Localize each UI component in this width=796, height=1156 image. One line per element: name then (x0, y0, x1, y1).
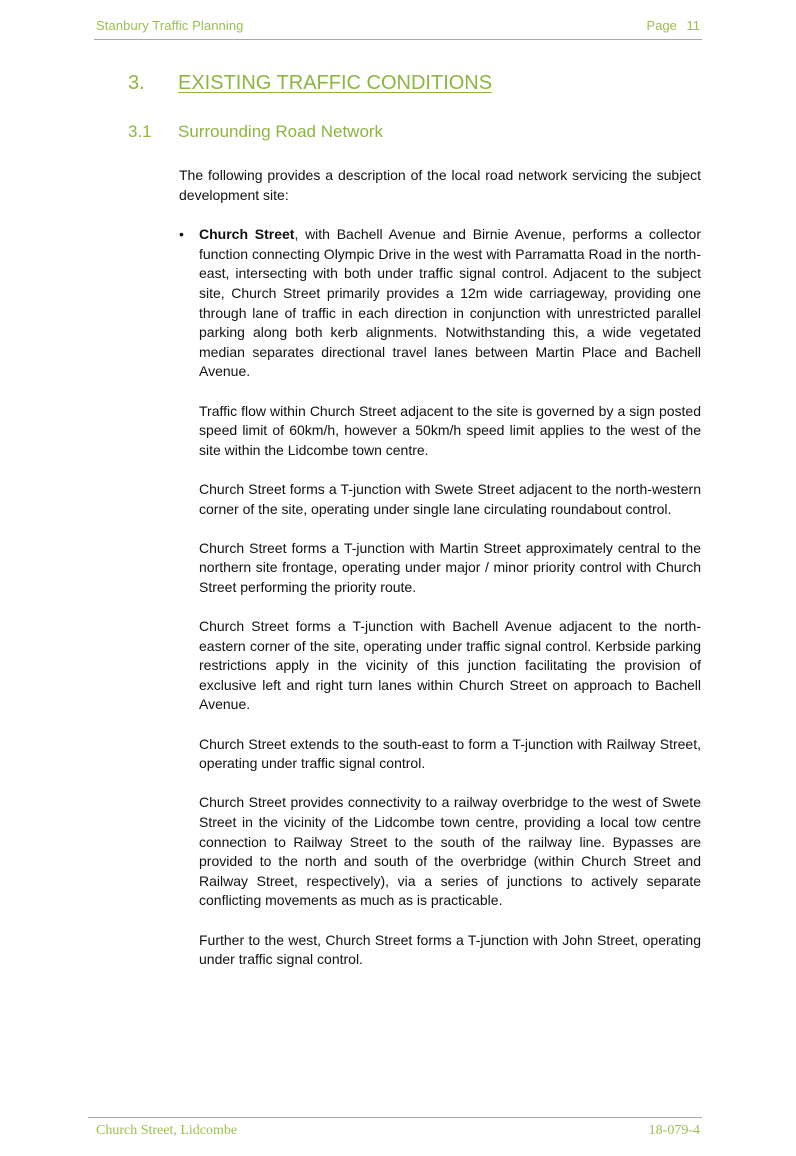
footer-project-name: Church Street, Lidcombe (96, 1123, 238, 1138)
page-footer (88, 1117, 702, 1142)
paragraph-overbridge: Church Street provides connectivity to a railway overbridge to the west of Swete Street in the vicinity of the Lidcombe town centre, providing a local tow centre connection to Railway Street to the south of the railway line. Bypasses are provided to the north and south of the overbridge (within Church Street and Railway Street, respectively), via a series of junctions to actively separate conflicting movements as much as is practicable. (199, 794, 701, 909)
header-page-number: Page 11 (646, 18, 700, 33)
list-item-church-street (179, 225, 701, 970)
paragraph-bachell-avenue: Church Street forms a T-junction with Bachell Avenue adjacent to the north-eastern corner of the site, operating under traffic signal control. Kerbside parking restrictions apply in the vicinity of this junction facilitating the provision of exclusive left and right turn lanes within Church Street on approach to Bachell Avenue. (199, 618, 701, 713)
section-title: EXISTING TRAFFIC CONDITIONS (178, 72, 493, 94)
paragraph-railway-street: Church Street extends to the south-east to form a T-junction with Railway Street, operating under traffic signal control. (199, 735, 701, 772)
subsection-heading (128, 122, 383, 142)
paragraph-swete-street: Church Street forms a T-junction with Swete Street adjacent to the north-western corner of the site, operating under single lane circulating roundabout control. (199, 480, 701, 517)
section-heading (128, 72, 492, 95)
paragraph-speed-limit: Traffic flow within Church Street adjacent to the site is governed by a sign posted speed limit of 60km/h, however a 50km/h speed limit applies to the west of the site within the Lidcombe town centre. (199, 402, 701, 458)
header-company-name: Stanbury Traffic Planning (96, 18, 244, 33)
bullet-icon: • (179, 226, 184, 243)
footer-reference-number: 18-079-4 (648, 1123, 700, 1138)
road-network-list (179, 225, 701, 970)
subsection-title: Surrounding Road Network (178, 122, 384, 141)
list-item-first-paragraph (199, 225, 701, 382)
page-header (94, 17, 702, 40)
paragraph-martin-street: Church Street forms a T-junction with Martin Street approximately central to the northern site frontage, operating under major / minor priority control with Church Street performing the priority route. (199, 539, 701, 595)
first-paragraph-text: , with Bachell Avenue and Birnie Avenue, performs a collector function connecting Olympic Drive in the west with Parramatta Road in the north-east, intersecting with both under traffic signal control. Adjacent to the subject site, Church Street primarily provides a 12m wide carriageway, providing one through lane of traffic in each direction in conjunction with unrestricted parallel parking along both kerb alignments. Notwithstanding this, a wide vegetated median separates directional travel lanes between Martin Place and Bachell Avenue. (199, 226, 701, 380)
section-number: 3. (128, 72, 145, 94)
body-content (179, 166, 701, 989)
paragraph-john-street: Further to the west, Church Street forms a T-junction with John Street, operating under traffic signal control. (199, 931, 701, 968)
subsection-number: 3.1 (128, 122, 152, 141)
bold-lead-text: Church Street (199, 226, 295, 243)
intro-paragraph: The following provides a description of the local road network servicing the subject development site: (179, 167, 701, 203)
